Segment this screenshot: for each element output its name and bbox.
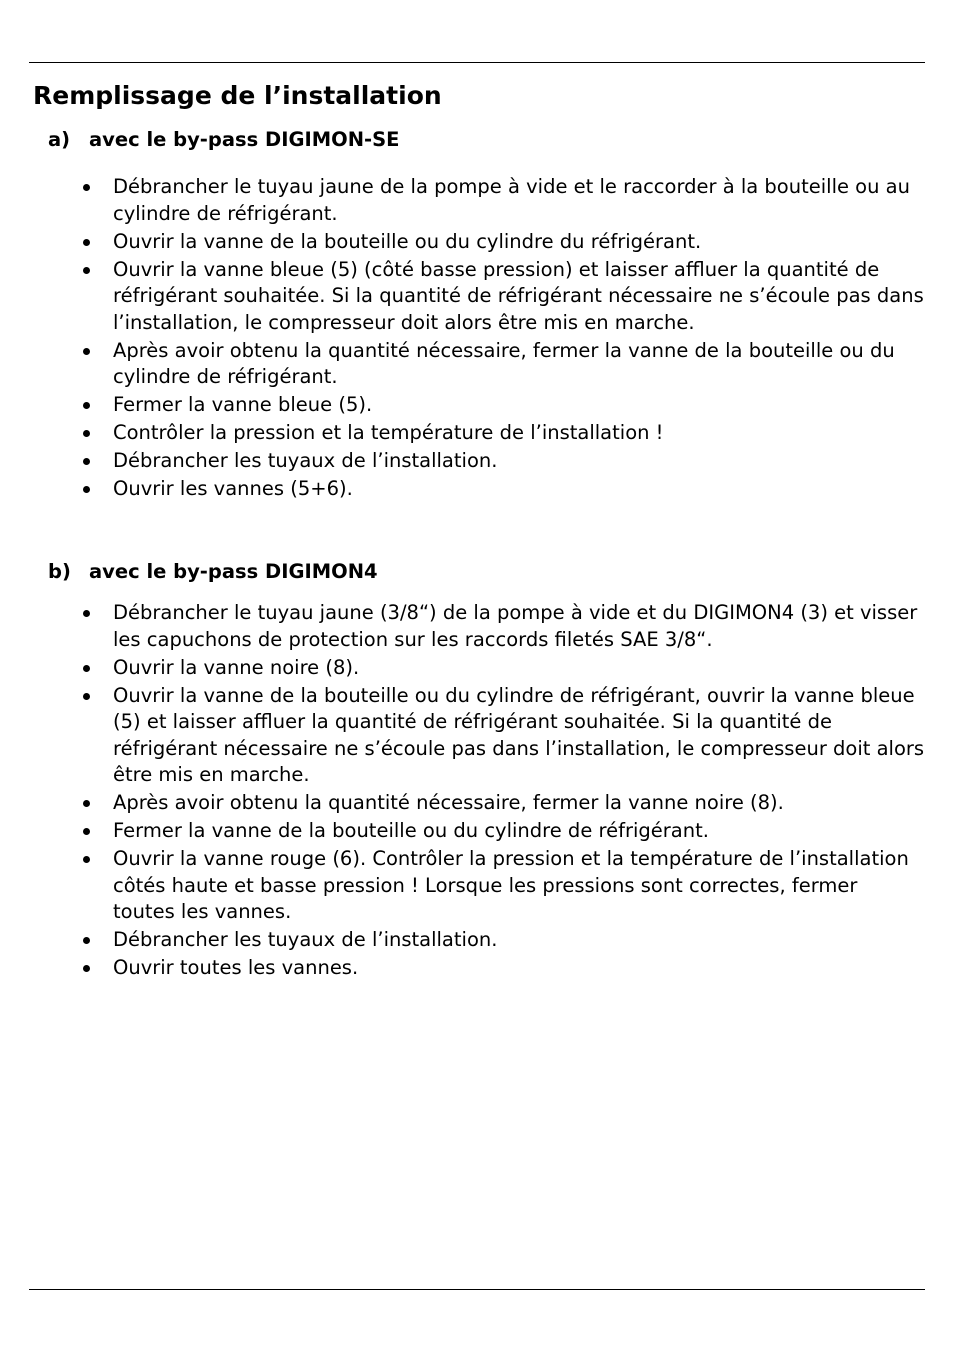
page-title: Remplissage de l’installation bbox=[33, 81, 442, 110]
list-item: Ouvrir la vanne rouge (6). Contrôler la pression et la température de l’installation côtés haute et basse pression ! Lorsque les pressions sont correctes, fermer toutes les vannes. bbox=[80, 846, 925, 926]
list-item: Fermer la vanne de la bouteille ou du cylindre de réfrigérant. bbox=[80, 818, 925, 845]
list-item: Après avoir obtenu la quantité nécessaire, fermer la vanne noire (8). bbox=[80, 790, 925, 817]
header-rule bbox=[29, 62, 925, 63]
list-item: Ouvrir la vanne bleue (5) (côté basse pression) et laisser affluer la quantité de réfrigérant souhaitée. Si la quantité de réfrigérant nécessaire ne s’écoule pas dans l’installation, le compresseur doit alors être mis en marche. bbox=[80, 257, 925, 337]
section-heading-a bbox=[48, 127, 400, 153]
bullet-icon bbox=[83, 800, 90, 807]
list-item: Ouvrir la vanne noire (8). bbox=[80, 655, 925, 682]
bullet-icon bbox=[83, 937, 90, 944]
bullet-icon bbox=[83, 610, 90, 617]
bullet-icon bbox=[83, 856, 90, 863]
list-item: Débrancher le tuyau jaune de la pompe à vide et le raccorder à la bouteille ou au cylindre de réfrigérant. bbox=[80, 174, 925, 227]
list-item: Ouvrir toutes les vannes. bbox=[80, 955, 925, 982]
list-item: Ouvrir la vanne de la bouteille ou du cylindre de réfrigérant, ouvrir la vanne bleue (5) et laisser affluer la quantité de réfrigérant souhaitée. Si la quantité de réfrigérant nécessaire ne s’écoule pas dans l’installation, le compresseur doit alors être mis en marche. bbox=[80, 683, 925, 789]
bullet-icon bbox=[83, 693, 90, 700]
list-item: Débrancher les tuyaux de l’installation. bbox=[80, 927, 925, 954]
bullet-icon bbox=[83, 458, 90, 465]
list-item: Débrancher le tuyau jaune (3/8“) de la pompe à vide et du DIGIMON4 (3) et visser les capuchons de protection sur les raccords filetés SAE 3/8“. bbox=[80, 600, 925, 653]
bullet-icon bbox=[83, 402, 90, 409]
section-marker: a) bbox=[48, 128, 71, 151]
bullet-icon bbox=[83, 828, 90, 835]
bullet-icon bbox=[83, 430, 90, 437]
list-item: Fermer la vanne bleue (5). bbox=[80, 392, 925, 419]
bullet-icon bbox=[83, 965, 90, 972]
bullet-icon bbox=[83, 348, 90, 355]
section-heading-b bbox=[48, 559, 378, 585]
bullet-icon bbox=[83, 184, 90, 191]
instruction-list-a bbox=[80, 174, 925, 504]
bullet-icon bbox=[83, 665, 90, 672]
section-marker: b) bbox=[48, 560, 71, 583]
bullet-icon bbox=[83, 267, 90, 274]
list-item: Ouvrir les vannes (5+6). bbox=[80, 476, 925, 503]
list-item: Débrancher les tuyaux de l’installation. bbox=[80, 448, 925, 475]
list-item: Après avoir obtenu la quantité nécessaire, fermer la vanne de la bouteille ou du cylindre de réfrigérant. bbox=[80, 338, 925, 391]
bullet-icon bbox=[83, 486, 90, 493]
section-heading-text: avec le by-pass DIGIMON-SE bbox=[89, 128, 400, 151]
list-item: Contrôler la pression et la température de l’installation ! bbox=[80, 420, 925, 447]
list-item: Ouvrir la vanne de la bouteille ou du cylindre du réfrigérant. bbox=[80, 229, 925, 256]
instruction-list-b bbox=[80, 600, 925, 983]
bullet-icon bbox=[83, 239, 90, 246]
footer-rule bbox=[29, 1289, 925, 1290]
section-heading-text: avec le by-pass DIGIMON4 bbox=[89, 560, 378, 583]
